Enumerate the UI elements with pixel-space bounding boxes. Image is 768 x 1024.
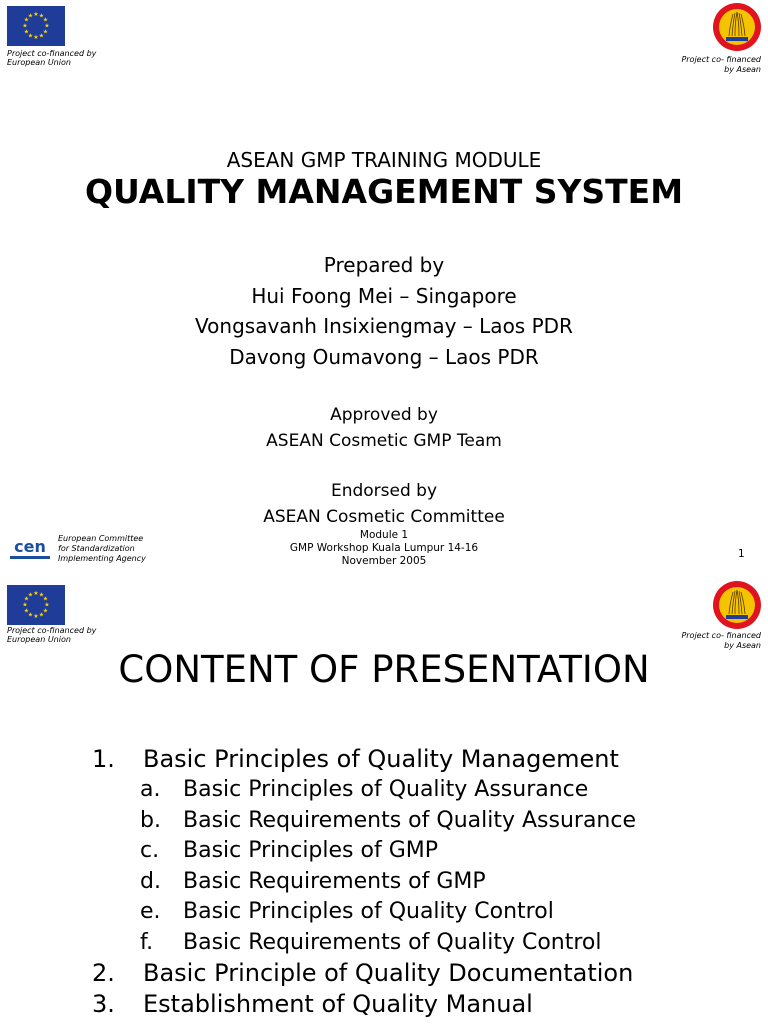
- svg-text:★: ★: [27, 32, 34, 40]
- endorsed-by-block: [0, 478, 768, 530]
- svg-text:★: ★: [42, 595, 49, 603]
- eu-cofinance-note: Project co-financed by European Union: [7, 626, 97, 644]
- svg-text:★: ★: [33, 613, 39, 620]
- toc-subitem: b. Basic Requirements of Quality Assurance: [140, 807, 636, 833]
- toc-subitem: d. Basic Requirements of GMP: [140, 868, 486, 894]
- approved-team: ASEAN Cosmetic GMP Team: [266, 431, 502, 451]
- svg-text:★: ★: [33, 34, 39, 41]
- svg-text:★: ★: [38, 591, 45, 599]
- svg-text:★: ★: [38, 611, 45, 619]
- svg-text:★: ★: [33, 590, 39, 597]
- table-of-contents: [92, 744, 636, 1020]
- author-line: Hui Foong Mei – Singapore: [251, 283, 517, 308]
- svg-text:★: ★: [33, 11, 39, 18]
- toc-item: 2. Basic Principle of Quality Documentation: [92, 959, 634, 987]
- eu-flag-icon: [7, 585, 65, 625]
- author-line: Davong Oumavong – Laos PDR: [229, 344, 539, 369]
- svg-text:cen: cen: [14, 537, 46, 556]
- endorsed-by-label: Endorsed by: [330, 481, 438, 501]
- cen-logo-icon: [8, 530, 52, 564]
- toc-subitem: c. Basic Principles of GMP: [140, 838, 438, 863]
- asean-cofinance-note: Project co- financed by Asean: [681, 55, 761, 74]
- cen-agency-note: European Committee for Standardization Implementing Agency: [58, 534, 146, 563]
- asean-cofinance-note: Project co- financed by Asean: [681, 631, 761, 650]
- toc-item: 3. Establishment of Quality Manual: [92, 990, 533, 1018]
- approved-by-block: [0, 402, 768, 454]
- svg-text:★: ★: [27, 611, 34, 619]
- main-title: QUALITY MANAGEMENT SYSTEM: [84, 172, 684, 211]
- toc-subitem: e. Basic Principles of Quality Control: [140, 899, 554, 924]
- svg-text:★: ★: [38, 32, 45, 40]
- prepared-by-block: [0, 250, 768, 372]
- svg-text:★: ★: [23, 16, 30, 24]
- prepared-by-label: Prepared by: [323, 253, 445, 277]
- svg-text:★: ★: [23, 607, 30, 615]
- svg-text:★: ★: [23, 595, 30, 603]
- slide-2: [0, 576, 768, 1024]
- eu-flag-icon: [7, 6, 65, 46]
- page-number: 1: [738, 548, 745, 560]
- toc-subitem: f. Basic Requirements of Quality Control: [140, 929, 602, 955]
- svg-text:★: ★: [27, 12, 34, 20]
- author-line: Vongsavanh Insixiengmay – Laos PDR: [195, 314, 573, 338]
- svg-text:★: ★: [23, 28, 30, 36]
- toc-item: 1. Basic Principles of Quality Management: [92, 745, 619, 773]
- approved-by-label: Approved by: [330, 405, 438, 425]
- eu-cofinance-note: Project co-financed by European Union: [7, 49, 97, 67]
- svg-text:★: ★: [44, 601, 50, 609]
- asean-logo-icon: [712, 2, 762, 52]
- svg-text:★: ★: [42, 28, 49, 36]
- svg-text:★: ★: [27, 591, 34, 599]
- svg-text:★: ★: [42, 16, 49, 24]
- svg-text:★: ★: [22, 22, 28, 30]
- svg-text:★: ★: [44, 22, 50, 30]
- asean-logo-icon: [712, 580, 762, 630]
- presentation-contents-title: CONTENT OF PRESENTATION: [118, 648, 650, 691]
- svg-text:★: ★: [22, 601, 28, 609]
- endorsed-committee: ASEAN Cosmetic Committee: [263, 507, 505, 527]
- module-line: ASEAN GMP TRAINING MODULE: [226, 148, 542, 172]
- toc-subitem: a. Basic Principles of Quality Assurance: [140, 777, 589, 802]
- svg-text:★: ★: [38, 12, 45, 20]
- svg-text:★: ★: [42, 607, 49, 615]
- slide-footer: Module 1 GMP Workshop Kuala Lumpur 14-16 November 2005: [289, 529, 479, 567]
